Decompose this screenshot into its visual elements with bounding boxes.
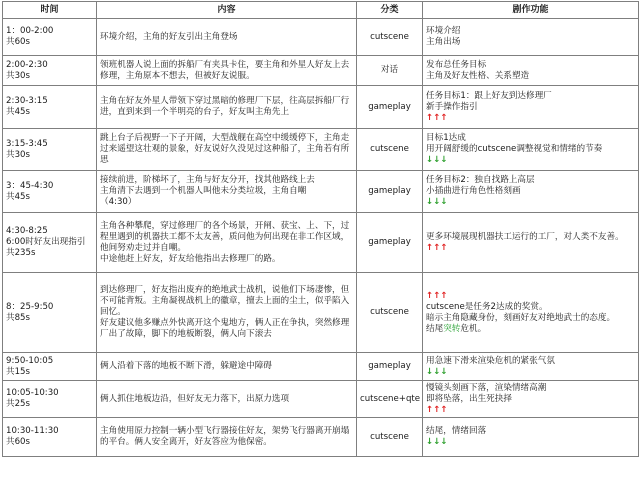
time-cell — [3, 213, 97, 273]
time-line: 共30s — [6, 149, 31, 160]
category-cell: gameplay — [357, 86, 423, 129]
table-body — [3, 19, 639, 457]
content-line: 接续前进，阶梯坏了，主角与好友分开，找其他路线上去 — [100, 175, 315, 185]
time-line: 共60s — [6, 37, 31, 47]
content-line: 好友建议他多赚点外快离开这个鬼地方，俩人正在争执，突然修理厂出了故障，脚下的地板断裂，俩人向下滚去 — [100, 318, 350, 339]
time-line: 共235s — [6, 248, 36, 258]
content-cell — [97, 56, 357, 86]
time-line: 共60s — [6, 437, 31, 447]
category-cell: cutscene — [357, 19, 423, 56]
function-item: 目标1达成 — [426, 133, 466, 143]
time-line: 2:00-2:30 — [6, 59, 48, 70]
content-cell — [97, 381, 357, 418]
table-row — [3, 19, 639, 56]
time-line: 8：25-9:50 — [6, 301, 54, 312]
content-line: 主角使用原力控制一辆小型飞行器接住好友，架势飞行器离开崩塌的平台。俩人安全离开，好友答应为他保密。 — [100, 426, 350, 447]
arrows-down-icon: ↓↓↓ — [426, 437, 448, 447]
arrows-up-icon: ↑↑↑ — [426, 290, 448, 301]
function-cell — [423, 171, 639, 213]
time-line: 3：45-4:30 — [6, 180, 54, 191]
function-item: 用急速下滑来渲染危机的紧张气氛 — [426, 355, 555, 366]
function-item: 用开阔舒缓的cutscene调整视觉和情绪的节奏 — [426, 144, 603, 154]
category-cell: gameplay — [357, 171, 423, 213]
category-cell: cutscene — [357, 129, 423, 171]
content-line: 领班机器人说上面的拆船厂有夹具卡住，要主角和外星人好友上去修理，主角原本不想去，但被好友说服。 — [100, 59, 350, 81]
function-cell — [423, 129, 639, 171]
header-content: 内容 — [97, 2, 357, 19]
time-cell — [3, 171, 97, 213]
table-row — [3, 129, 639, 171]
function-cell — [423, 273, 639, 353]
time-line: 10:05-10:30 — [6, 388, 59, 398]
time-cell — [3, 273, 97, 353]
content-line: 到达修理厂，好友指出废弃的绝地武士战机，说他们下场凄惨，但不可能背叛。主角凝视战机上的徽章，擅去上面的尘土，似乎陷入回忆。 — [100, 285, 350, 317]
time-line: 共85s — [6, 312, 31, 323]
function-cell — [423, 418, 639, 457]
time-line: 10:30-11:30 — [6, 426, 59, 436]
function-item: cutscene是任务2达成的奖赏。 — [426, 301, 548, 312]
table-row — [3, 353, 639, 381]
arrows-up-icon: ↑↑↑ — [426, 112, 448, 123]
content-line: 跳上台子后视野一下子开阔，大型战舰在高空中缓缓停下，主角走过来遥望这壮观的景象，好友说好久没见过这种船了，主角若有所思 — [100, 133, 350, 165]
function-cell — [423, 19, 639, 56]
function-item: 小插曲进行角色性格刻画 — [426, 186, 521, 196]
content-line: 俩人抓住地板边沿，但好友无力落下，出原力选项 — [100, 393, 290, 404]
table-row — [3, 213, 639, 273]
function-item: 主角及好友性格、关系塑造 — [426, 70, 530, 81]
script-table — [2, 1, 639, 457]
function-item: 任务目标1：跟上好友到达修理厂 — [426, 90, 552, 101]
time-line: 1：00-2:00 — [6, 26, 54, 36]
category-cell: 对话 — [357, 56, 423, 86]
header-category: 分类 — [357, 2, 423, 19]
content-cell — [97, 273, 357, 353]
time-line: 共30s — [6, 70, 31, 81]
table-row — [3, 273, 639, 353]
time-line: 3:15-3:45 — [6, 138, 48, 149]
content-line: 环境介绍，主角的好友引出主角登场 — [100, 31, 238, 42]
function-cell — [423, 213, 639, 273]
time-line: 2:30-3:15 — [6, 96, 48, 106]
category-cell: gameplay — [357, 213, 423, 273]
content-cell — [97, 353, 357, 381]
time-line: 共15s — [6, 366, 31, 377]
arrows-down-icon: ↓↓↓ — [426, 197, 448, 207]
time-line: 共45s — [6, 191, 31, 202]
function-item: 即将坠落，出生死抉择 — [426, 393, 512, 404]
function-item: 更多环境展现机器扶工运行的工厂，对人类不友善。 — [426, 231, 624, 242]
content-line: 主角在好友外星人带领下穿过黑暗的修理厂下层，往高层拆船厂行进，直到来到一个半明亮的台子，好友叫主角先上 — [100, 96, 350, 117]
category-cell: gameplay — [357, 353, 423, 381]
time-line: 共45s — [6, 107, 31, 117]
content-cell — [97, 86, 357, 129]
arrows-up-icon: ↑↑↑ — [426, 404, 448, 415]
content-cell — [97, 19, 357, 56]
function-item: 新手操作指引 — [426, 101, 478, 112]
time-line: 4:30-8:25 — [6, 226, 48, 236]
arrows-down-icon: ↓↓↓ — [426, 155, 448, 165]
time-cell — [3, 418, 97, 457]
table-row — [3, 418, 639, 457]
content-line: 主角清下去遇到一个机器人叫他未分类垃圾，主角自嘲 — [100, 186, 307, 196]
content-line: 中途他赶上好友，好友给他指出去修理厂的路。 — [100, 253, 281, 264]
time-line: 共25s — [6, 399, 31, 409]
highlight-text: 突转 — [443, 323, 461, 334]
arrows-down-icon: ↓↓↓ — [426, 366, 448, 377]
time-cell — [3, 353, 97, 381]
category-cell: cutscene+qte — [357, 381, 423, 418]
time-line: 9:50-10:05 — [6, 355, 54, 366]
content-line: （4:30） — [100, 197, 137, 207]
function-item: 结尾，情绪回落 — [426, 426, 487, 436]
category-cell: cutscene — [357, 273, 423, 353]
time-cell — [3, 56, 97, 86]
time-cell — [3, 86, 97, 129]
function-cell — [423, 86, 639, 129]
content-cell — [97, 129, 357, 171]
content-cell — [97, 213, 357, 273]
content-cell — [97, 171, 357, 213]
content-line: 俩人沿着下落的地板不断下滑，躲避途中障碍 — [100, 361, 272, 371]
function-cell — [423, 56, 639, 86]
function-cell — [423, 381, 639, 418]
table-row — [3, 171, 639, 213]
time-cell — [3, 381, 97, 418]
function-item: 任务目标2：独自找路上高层 — [426, 175, 535, 185]
table-row — [3, 381, 639, 418]
time-cell — [3, 129, 97, 171]
time-line: 6:00时好友出现指引 — [6, 237, 86, 247]
function-cell — [423, 353, 639, 381]
category-cell: cutscene — [357, 418, 423, 457]
function-item: 暗示主角隐藏身份，刻画好友对绝地武士的态度。 — [426, 312, 616, 323]
header-time: 时间 — [3, 2, 97, 19]
function-item: 慢镜头刻画下落，渲染情绪高潮 — [426, 382, 547, 393]
function-item: 发布总任务目标 — [426, 59, 487, 70]
content-line: 主角各种攀爬，穿过修理厂的各个场景，开闸、获宝、上、下，过程里遇到的机器扶工都不太友善，质问他为何出现在非工作区域，他间努劝走过并自嘲。 — [100, 220, 350, 253]
header-function: 剧作功能 — [423, 2, 639, 19]
content-cell — [97, 418, 357, 457]
table-row — [3, 86, 639, 129]
time-cell — [3, 19, 97, 56]
arrows-up-icon: ↑↑↑ — [426, 242, 448, 253]
function-item: 结尾突转危机。 — [426, 323, 487, 334]
table-row — [3, 56, 639, 86]
function-item: 主角出场 — [426, 37, 461, 47]
function-item: 环境介绍 — [426, 26, 461, 36]
header-row — [3, 2, 639, 19]
